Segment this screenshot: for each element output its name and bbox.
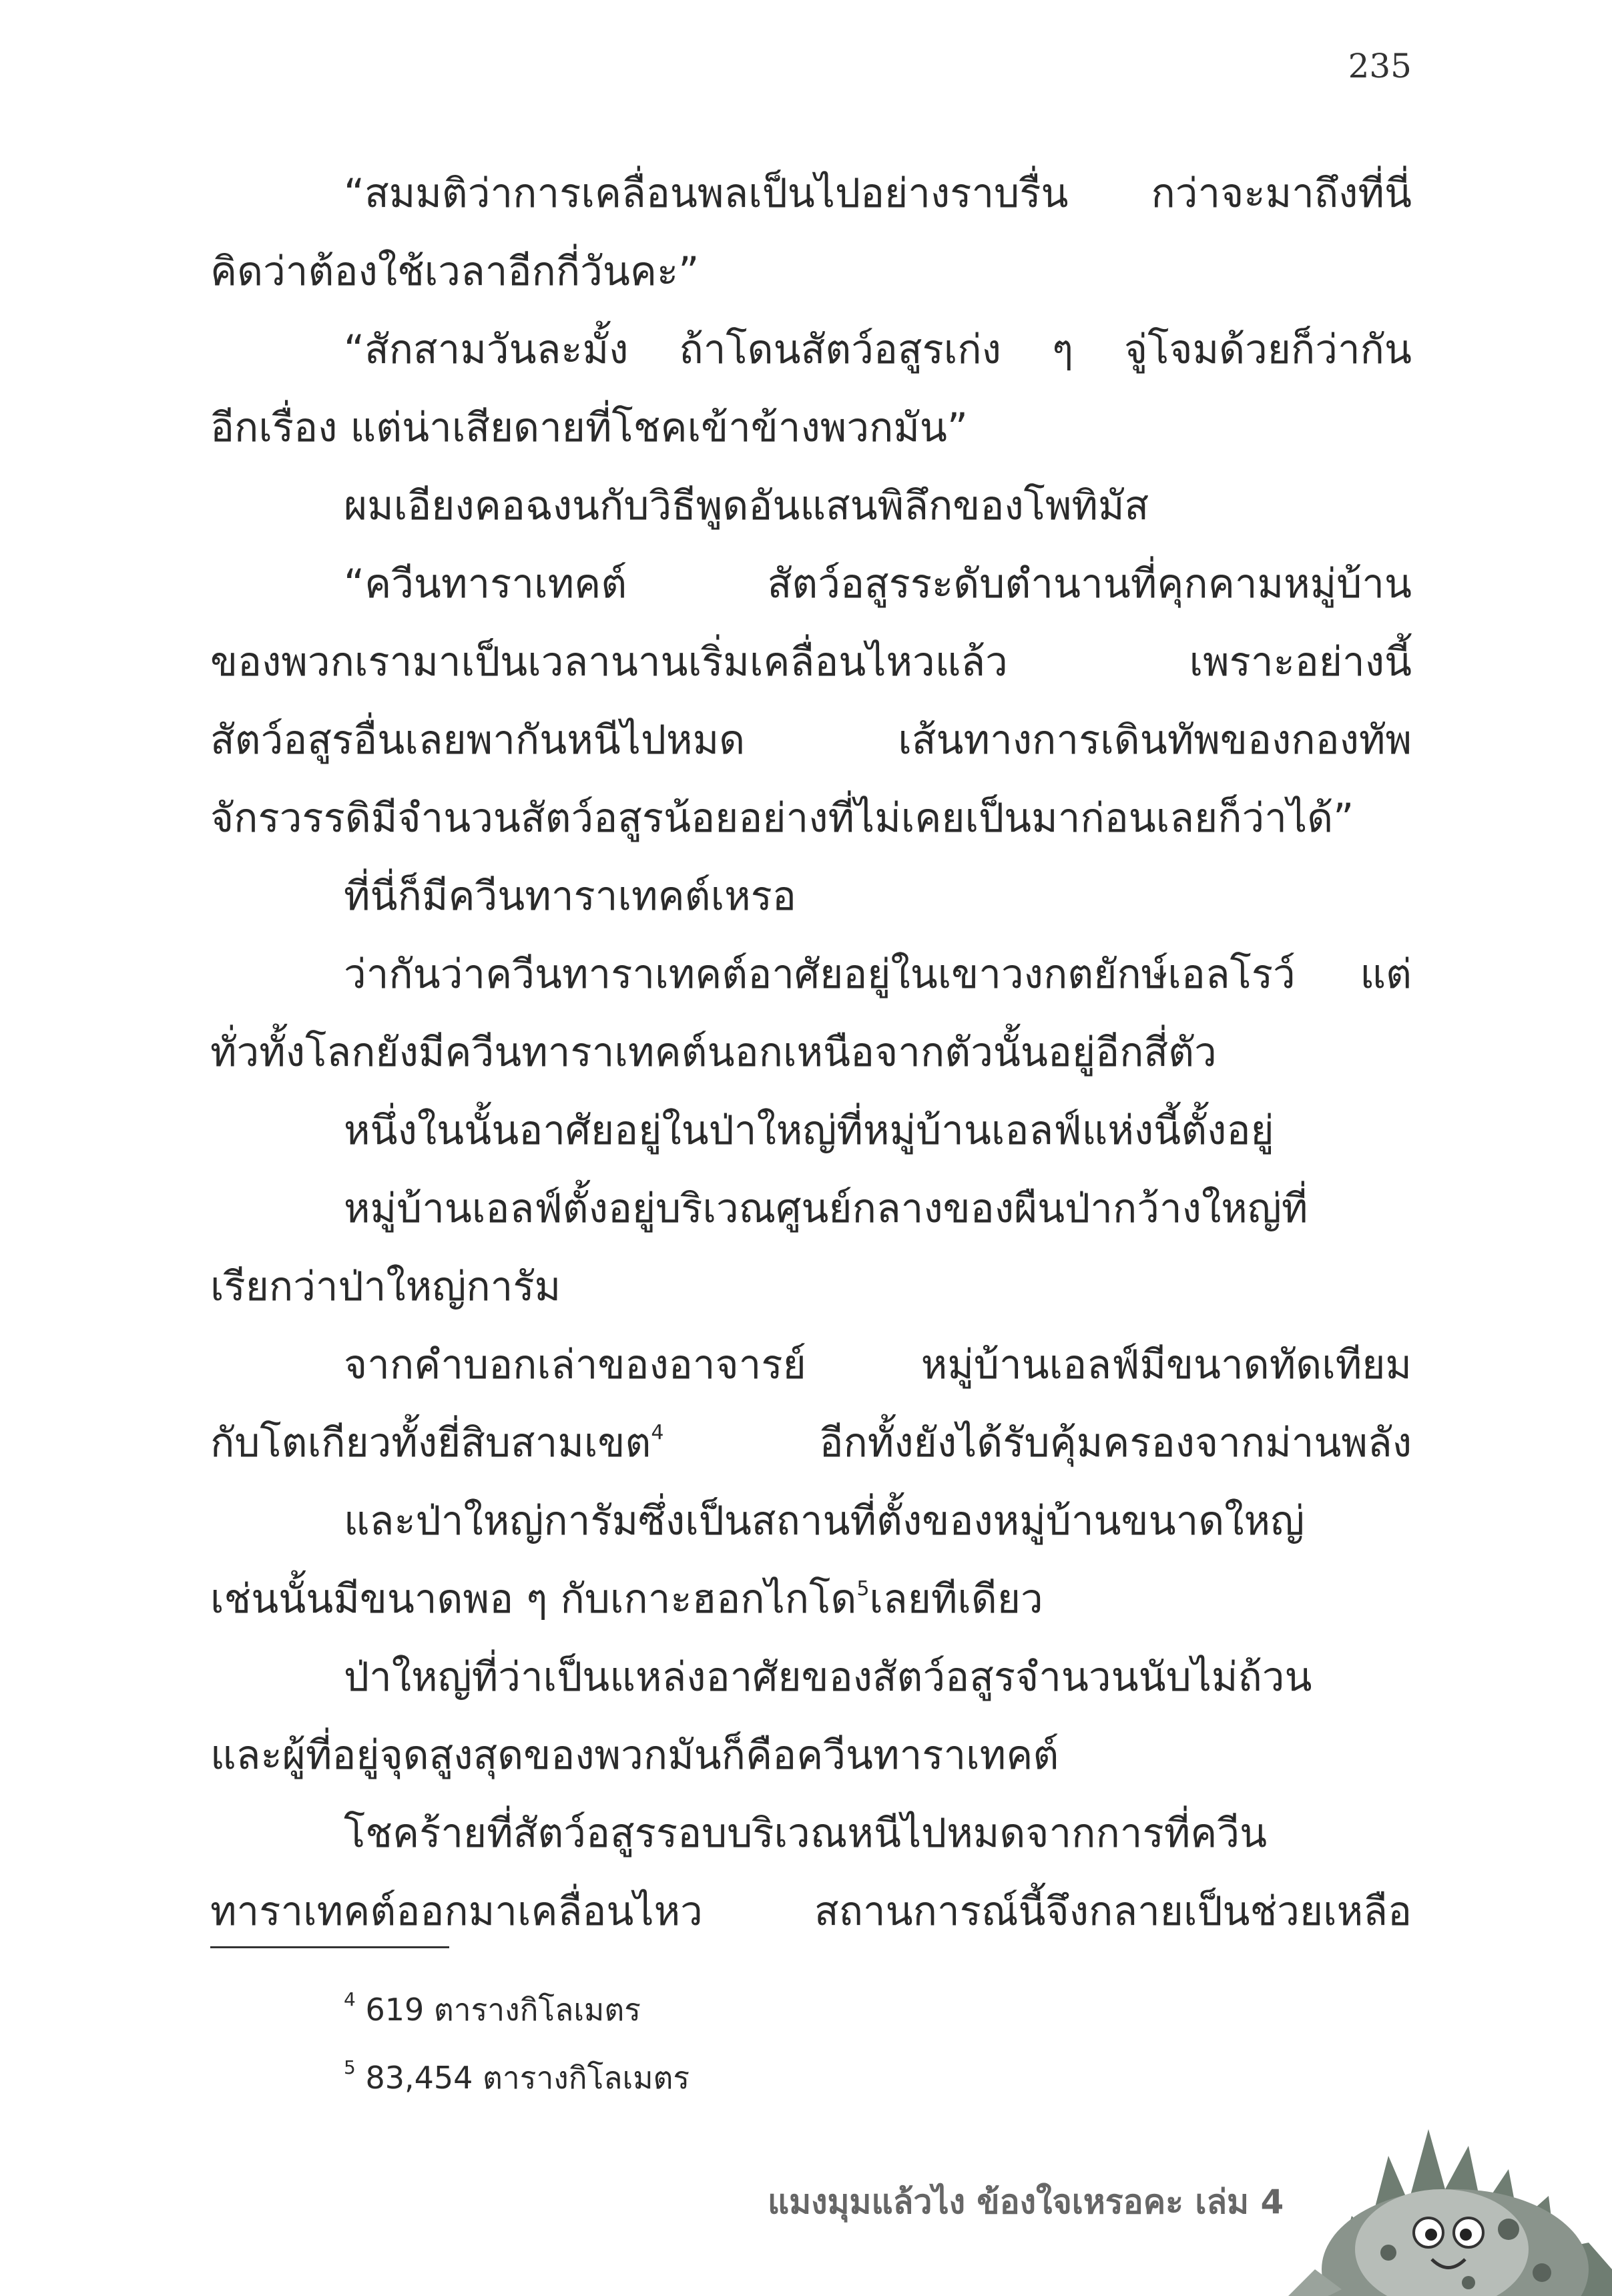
text-line (210, 1404, 1412, 1482)
text-line-content: หนึ่งในนั้นอาศัยอยู่ในป่าใหญ่ที่หมู่บ้านเอลฟ์แห่งนี้ตั้งอยู่ (344, 1107, 1274, 1154)
footnote-text: 83,454 ตารางกิโลเมตร (355, 2060, 690, 2096)
text-line-content: “สมมติว่าการเคลื่อนพลเป็นไปอย่างราบรื่น กว่าจะมาถึงที่นี่ (344, 170, 1412, 217)
text-line-content: เช่นนั้นมีขนาดพอ ๆ กับเกาะฮอกไกโด (210, 1576, 857, 1623)
text-line (210, 1014, 1412, 1092)
text-line (210, 1560, 1412, 1639)
text-line-content: “สักสามวันละมั้ง ถ้าโดนสัตว์อสูรเก่ง ๆ จู่โจมด้วยก็ว่ากัน (344, 326, 1412, 373)
footnote-reference: 5 (856, 1577, 870, 1601)
footnote (344, 2044, 690, 2112)
text-line (210, 780, 1412, 858)
text-line-content: เรียกว่าป่าใหญ่การัม (210, 1263, 561, 1310)
text-line (210, 1639, 1412, 1717)
text-line-content: ทาราเทคต์ออกมาเคลื่อนไหว สถานการณ์นี้จึงกลายเป็นช่วยเหลือ (210, 1888, 1412, 1935)
text-line (210, 1795, 1412, 1873)
text-line (210, 155, 1412, 233)
text-line (210, 311, 1412, 389)
mascot-illustration (1288, 2116, 1612, 2296)
text-line-content: ว่ากันว่าควีนทาราเทคต์อาศัยอยู่ในเขาวงกตยักษ์เอลโรว์ แต่ (344, 951, 1412, 998)
text-line (210, 1248, 1412, 1326)
text-line (210, 389, 1412, 467)
footnote-marker: 5 (344, 2056, 356, 2078)
body-text (210, 155, 1412, 1951)
text-line (210, 858, 1412, 936)
text-line (210, 545, 1412, 623)
footnote-marker: 4 (344, 1988, 356, 2010)
text-line-content: “ควีนทาราเทคต์ สัตว์อสูรระดับตำนานที่คุกคามหมู่บ้าน (344, 561, 1412, 607)
text-line (210, 1482, 1412, 1560)
footnote-reference: 4 (651, 1421, 664, 1444)
footnotes (344, 1976, 690, 2112)
footnote (344, 1976, 690, 2044)
text-line-content: สัตว์อสูรอื่นเลยพากันหนีไปหมด เส้นทางการเดินทัพของกองทัพ (210, 717, 1412, 764)
text-line-content: จากคำบอกเล่าของอาจารย์ หมู่บ้านเอลฟ์มีขนาดทัดเทียม (344, 1342, 1412, 1388)
footnote-divider (210, 1946, 449, 1948)
text-line-content: ที่นี่ก็มีควีนทาราเทคต์เหรอ (344, 873, 796, 920)
text-line-content: คิดว่าต้องใช้เวลาอีกกี่วันคะ” (210, 248, 700, 295)
text-line-content: ป่าใหญ่ที่ว่าเป็นแหล่งอาศัยของสัตว์อสูรจำนวนนับไม่ถ้วน (344, 1654, 1312, 1701)
text-line-continuation: เลยทีเดียว (869, 1576, 1043, 1623)
text-line-content: โชคร้ายที่สัตว์อสูรรอบบริเวณหนีไปหมดจากการที่ควีน (344, 1810, 1268, 1857)
text-line-content: จักรวรรดิมีจำนวนสัตว์อสูรน้อยอย่างที่ไม่เคยเป็นมาก่อนเลยก็ว่าได้” (210, 795, 1354, 842)
text-line-content: ของพวกเรามาเป็นเวลานานเริ่มเคลื่อนไหวแล้ว เพราะอย่างนี้ (210, 639, 1412, 685)
text-line-content: กับโตเกียวทั้งยี่สิบสามเขต (210, 1420, 651, 1466)
text-line (210, 1873, 1412, 1951)
page-number: 235 (1348, 47, 1412, 85)
text-line (210, 467, 1412, 545)
text-line (210, 1170, 1412, 1248)
text-line-content: และป่าใหญ่การัมซึ่งเป็นสถานที่ตั้งของหมู่บ้านขนาดใหญ่ (344, 1498, 1305, 1544)
text-line-content: ผมเอียงคอฉงนกับวิธีพูดอันแสนพิลึกของโพทิมัส (344, 483, 1149, 529)
text-line (210, 1717, 1412, 1795)
text-line (210, 701, 1412, 780)
text-line-content: และผู้ที่อยู่จุดสูงสุดของพวกมันก็คือควีนทาราเทคต์ (210, 1732, 1059, 1779)
text-line-content: หมู่บ้านเอลฟ์ตั้งอยู่บริเวณศูนย์กลางของผืนป่ากว้างใหญ่ที่ (344, 1185, 1308, 1232)
text-line (210, 1092, 1412, 1170)
text-line (210, 623, 1412, 701)
running-footer-title: แมงมุมแล้วไง ข้องใจเหรอคะ เล่ม 4 (768, 2183, 1284, 2221)
text-line-content: อีกเรื่อง แต่น่าเสียดายที่โชคเข้าข้างพวกมัน” (210, 404, 969, 451)
text-line (210, 233, 1412, 311)
text-line (210, 936, 1412, 1014)
text-line-content: ทั่วทั้งโลกยังมีควีนทาราเทคต์นอกเหนือจากตัวนั้นอยู่อีกสี่ตัว (210, 1029, 1217, 1076)
footnote-text: 619 ตารางกิโลเมตร (355, 1992, 641, 2028)
text-line-continuation: อีกทั้งยังได้รับคุ้มครองจากม่านพลัง (663, 1420, 1412, 1466)
text-line (210, 1326, 1412, 1404)
